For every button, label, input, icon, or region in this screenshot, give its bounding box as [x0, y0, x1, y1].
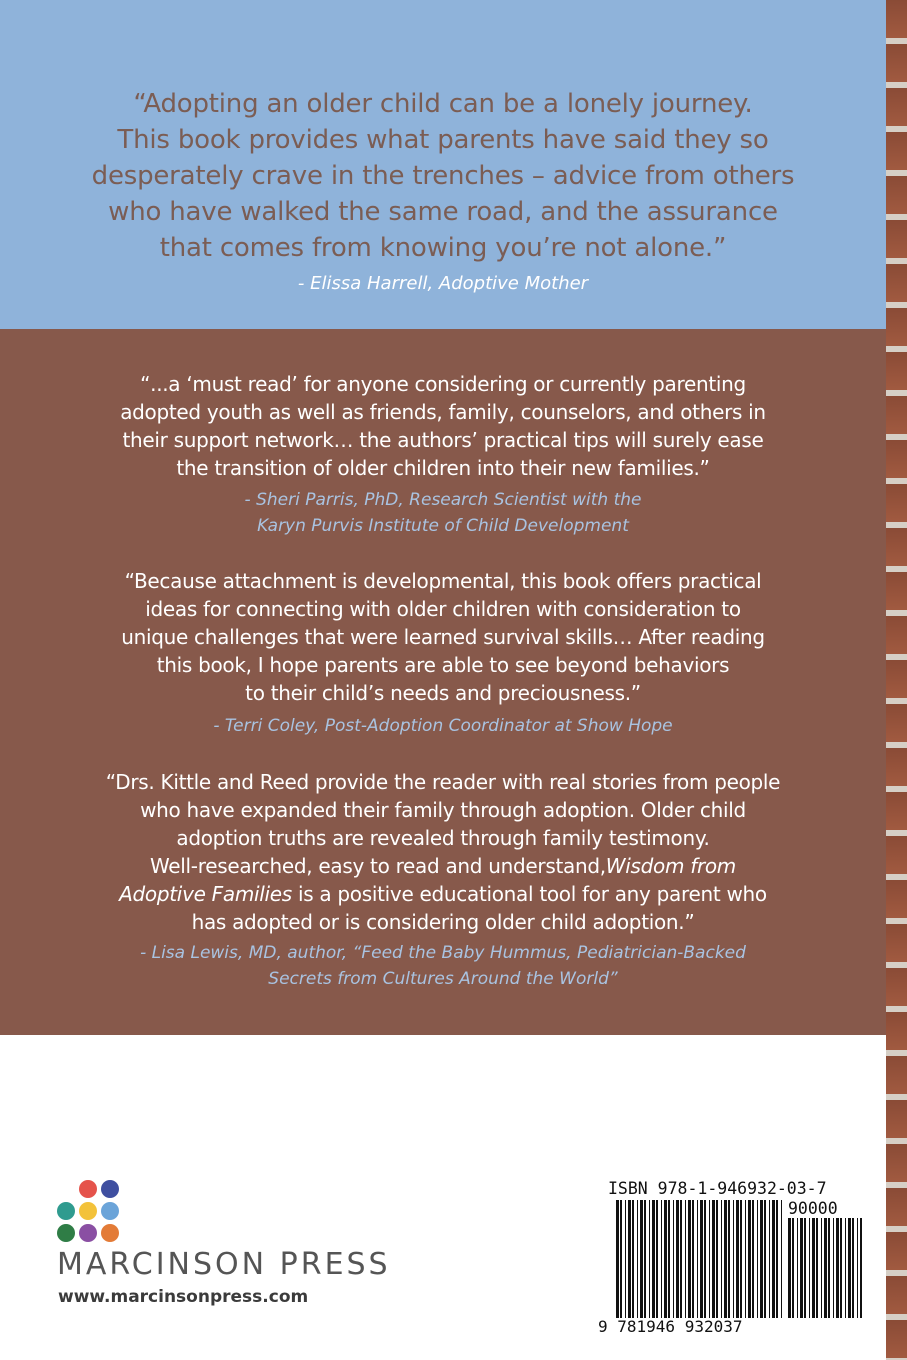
endorsement-attribution	[40, 940, 846, 992]
barcode-bar	[724, 1200, 727, 1318]
barcode-bar	[776, 1200, 778, 1318]
book-title: Wisdom from	[605, 854, 736, 878]
barcode-bar	[764, 1200, 766, 1318]
barcode-bar	[792, 1218, 794, 1318]
barcode-bar	[652, 1200, 655, 1318]
featured-quote-line: that comes from knowing you’re not alone.”	[159, 233, 727, 263]
barcode-bar	[685, 1200, 686, 1318]
logo-dot	[79, 1180, 97, 1198]
barcode-bar	[781, 1200, 782, 1318]
endorsement-line: unique challenges that were learned survival skills… After reading	[121, 625, 765, 649]
barcode-bar	[833, 1218, 834, 1318]
featured-quote-line: who have walked the same road, and the assurance	[108, 197, 778, 227]
attribution-line: - Lisa Lewis, MD, author, “Feed the Baby Hummus, Pediatrician-Backed	[140, 943, 746, 963]
barcode-bar	[620, 1200, 622, 1318]
barcode-bar	[772, 1200, 775, 1318]
barcode-bar	[712, 1200, 715, 1318]
barcode-bar	[857, 1218, 858, 1318]
logo-dot	[101, 1224, 119, 1242]
publisher-name: MARCINSON PRESS	[57, 1247, 391, 1282]
barcode-bar	[728, 1200, 730, 1318]
featured-quote-line: This book provides what parents have said they so	[117, 125, 769, 155]
publisher-logo-icon	[57, 1180, 127, 1246]
barcode-bar	[821, 1218, 822, 1318]
endorsement-line: this book, I hope parents are able to see beyond behaviors	[156, 653, 730, 677]
barcode-bar	[697, 1200, 698, 1318]
featured-quote-line: “Adopting an older child can be a lonely journey.	[133, 89, 753, 119]
barcode-bar	[760, 1200, 763, 1318]
barcode-bar	[745, 1200, 746, 1318]
barcode-bar	[688, 1200, 691, 1318]
barcode-bar	[800, 1218, 803, 1318]
barcode-bar	[673, 1200, 674, 1318]
barcode-bar	[628, 1200, 631, 1318]
featured-quote	[30, 86, 856, 266]
barcode-bar	[836, 1218, 839, 1318]
isbn-digits: 9 781946 932037	[598, 1317, 743, 1336]
endorsement-line	[40, 880, 846, 908]
price-code: 90000	[788, 1199, 838, 1218]
endorsement-quote	[40, 768, 846, 936]
barcode-bar	[733, 1200, 734, 1318]
isbn-label: ISBN 978-1-946932-03-7	[608, 1179, 827, 1198]
brick-wall-edge	[886, 0, 907, 1360]
endorsement-line: “Drs. Kittle and Reed provide the reader with real stories from people	[105, 770, 781, 794]
barcode-bar	[809, 1218, 810, 1318]
endorsement-line: has adopted or is considering older child adoption.”	[191, 910, 695, 934]
featured-quote-attribution: - Elissa Harrell, Adoptive Mother	[297, 273, 589, 294]
barcode-bar	[824, 1218, 827, 1318]
endorsement-attribution	[40, 487, 846, 539]
endorsement-line: adoption truths are revealed through family testimony.	[176, 826, 710, 850]
isbn-barcode	[616, 1200, 782, 1318]
endorsement-quote	[40, 370, 846, 482]
logo-dot	[79, 1224, 97, 1242]
barcode-bar	[661, 1200, 662, 1318]
endorsement-text: is a positive educational tool for any parent who	[291, 882, 767, 906]
barcode-bar	[649, 1200, 650, 1318]
endorsements-panel	[0, 329, 886, 1035]
barcode-bar	[757, 1200, 758, 1318]
barcode-bar	[704, 1200, 706, 1318]
endorsement-line: to their child’s needs and preciousness.”	[245, 681, 641, 705]
endorsement-line: “...a ‘must read’ for anyone considering or currently parenting	[140, 372, 746, 396]
barcode-bar	[709, 1200, 710, 1318]
barcode-bar	[640, 1200, 643, 1318]
endorsement-line: the transition of older children into their new families.”	[176, 456, 710, 480]
barcode-bar	[736, 1200, 739, 1318]
endorsement-line: ideas for connecting with older children with consideration to	[145, 597, 741, 621]
barcode-bar	[680, 1200, 682, 1318]
logo-dot	[101, 1180, 119, 1198]
logo-dot	[57, 1202, 75, 1220]
barcode-bar	[664, 1200, 667, 1318]
top-quote-panel	[0, 0, 886, 329]
endorsement-line	[40, 852, 846, 880]
barcode-bar	[812, 1218, 815, 1318]
barcode-bar	[752, 1200, 754, 1318]
barcode-bar	[797, 1218, 798, 1318]
book-title: Adoptive Families	[119, 882, 292, 906]
attribution-line: - Terri Coley, Post-Adoption Coordinator at Show Hope	[213, 716, 673, 736]
barcode-bar	[676, 1200, 679, 1318]
endorsement-line: adopted youth as well as friends, family, counselors, and others in	[120, 400, 766, 424]
barcode-bar	[748, 1200, 751, 1318]
barcode-bar	[700, 1200, 703, 1318]
barcode-bar	[852, 1218, 854, 1318]
barcode-bar	[625, 1200, 626, 1318]
barcode-bar	[804, 1218, 806, 1318]
barcode-bar	[692, 1200, 694, 1318]
barcode-bar	[644, 1200, 646, 1318]
endorsement-line: who have expanded their family through adoption. Older child	[140, 798, 746, 822]
endorsement-quote	[40, 567, 846, 707]
attribution-line: - Sheri Parris, PhD, Research Scientist with the	[244, 490, 642, 510]
barcode-bar	[656, 1200, 658, 1318]
barcode-bar	[788, 1218, 791, 1318]
barcode-bar	[721, 1200, 722, 1318]
barcode-bar	[637, 1200, 638, 1318]
barcode-bar	[816, 1218, 818, 1318]
endorsement-line: “Because attachment is developmental, this book offers practical	[124, 569, 762, 593]
barcode-bar	[716, 1200, 718, 1318]
barcode-bar	[616, 1200, 619, 1318]
endorsement-attribution	[40, 713, 846, 739]
barcode-bar	[632, 1200, 634, 1318]
barcode-bar	[668, 1200, 670, 1318]
logo-dot	[57, 1224, 75, 1242]
endorsement-text: Well-researched, easy to read and understand,	[149, 854, 606, 878]
barcode-bar	[845, 1218, 846, 1318]
barcode-bar	[860, 1218, 862, 1318]
barcode-bar	[828, 1218, 830, 1318]
attribution-line: Karyn Purvis Institute of Child Development	[257, 516, 629, 536]
logo-dot	[79, 1202, 97, 1220]
attribution-line: Secrets from Cultures Around the World”	[268, 969, 618, 989]
publisher-website: www.marcinsonpress.com	[58, 1287, 309, 1307]
barcode-bar	[840, 1218, 842, 1318]
endorsement-line: their support network… the authors’ practical tips will surely ease	[122, 428, 764, 452]
barcode-bar	[848, 1218, 851, 1318]
logo-dot	[101, 1202, 119, 1220]
barcode-bar	[769, 1200, 770, 1318]
barcode-bar	[740, 1200, 742, 1318]
price-barcode	[788, 1218, 862, 1318]
featured-quote-line: desperately crave in the trenches – advice from others	[91, 161, 795, 191]
